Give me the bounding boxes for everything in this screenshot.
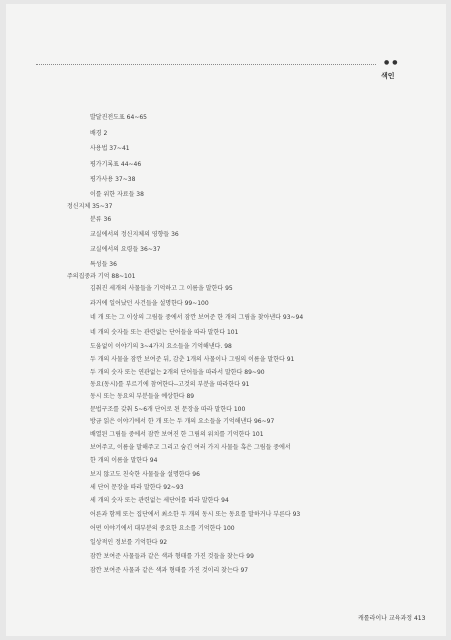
index-entry: 교실에서의 요령들 36~37 <box>90 246 161 253</box>
index-entry: 평가사용 37~38 <box>90 176 136 183</box>
index-entry: 보여주고, 이름을 말해주고 그리고 숨긴 여러 가지 사물들 혹은 그림들 중에서 <box>90 444 291 451</box>
index-entry: 이를 위한 자료들 38 <box>90 191 144 198</box>
index-entry: 잠깐 보여준 사물들과 같은 색과 형태를 가진 것들을 찾는다 99 <box>90 553 254 560</box>
index-entry: 어떤 이야기에서 대부분의 중요한 요소를 기억한다 100 <box>90 525 235 532</box>
index-entry: 두 개의 사물을 잠깐 보여준 뒤, 감춘 1개의 사물이나 그림의 이름을 말한다 91 <box>90 356 295 363</box>
index-entry: 세 개의 숫자 또는 관련없는 세단어를 따라 말한다 94 <box>90 497 229 504</box>
index-entry: 네 개 또는 그 이상의 그림들 중에서 잠깐 보여준 한 개의 그림을 찾아낸다 93~94 <box>90 314 304 321</box>
section-title: 색인 <box>381 72 395 80</box>
index-entry: 과거에 일어났던 사건들을 설명한다 99~100 <box>90 300 209 307</box>
index-entry: 분류 36 <box>90 216 112 223</box>
index-entry: 일상적인 정보를 기억한다 92 <box>90 539 168 546</box>
index-entry: 두 개의 숫자 또는 연관없는 2개의 단어들을 따라서 말한다 89~90 <box>90 369 265 376</box>
index-entry: 발달진전도표 64~65 <box>90 114 147 121</box>
index-entry: 정신지체 35~37 <box>67 203 113 210</box>
index-entry: 보지 않고도 친숙한 사물들을 설명한다 96 <box>90 471 200 478</box>
index-entry: 잠깐 보여준 사물과 같은 색과 형태를 가진 것이리 찾는다 97 <box>90 567 249 574</box>
index-entry: 한 개의 이름을 말한다 94 <box>90 457 158 464</box>
header-dots: ●● <box>384 59 401 66</box>
index-entry: 어른과 함께 또는 집단에서 최소한 두 개의 동시 또는 동요를 말하거나 부른다 93 <box>90 511 301 518</box>
index-entry: 방금 읽은 이야기에서 한 개 또는 두 개의 요소들을 기억해낸다 96~97 <box>90 418 275 425</box>
index-entry: 교실에서의 정신지체의 영향들 36 <box>90 231 179 238</box>
index-entry: 네 개의 숫자들 또는 관련없는 단어들을 따라 말한다 101 <box>90 329 239 336</box>
page-footer: 캐롤라이나 교육과정 413 <box>358 615 426 622</box>
index-entry: 주의집중과 기억 88~101 <box>67 273 136 280</box>
index-entry: 동시 또는 동요의 부분들을 예상한다 89 <box>90 393 195 400</box>
index-entry: 동요(동시)를 부르기에 참여한다--고것의 부분을 따라한다 91 <box>90 381 250 388</box>
index-entry: 사용법 37~41 <box>90 145 130 152</box>
index-entry: 김춰진 세개의 사물들을 기억하고 그 이름을 말한다 95 <box>90 285 233 292</box>
index-entry: 특성들 36 <box>90 261 117 268</box>
header-rule <box>36 64 376 65</box>
index-entry: 도움없이 이야기의 3~4가지 요소들을 기억해낸다. 98 <box>90 343 232 350</box>
index-entry: 배열된 그림들 중에서 잠깐 보여진 한 그림의 위치를 기억한다 101 <box>90 431 264 438</box>
index-entry: 평가기록표 44~46 <box>90 161 142 168</box>
index-entry: 문법구조를 갖춰 5~6개 단어로 된 문장을 따라 말한다 100 <box>90 406 246 413</box>
book-page <box>6 4 446 636</box>
index-entry: 세 단어 문장을 따라 말한다 92~93 <box>90 484 184 491</box>
index-entry: 배경 2 <box>90 130 108 137</box>
